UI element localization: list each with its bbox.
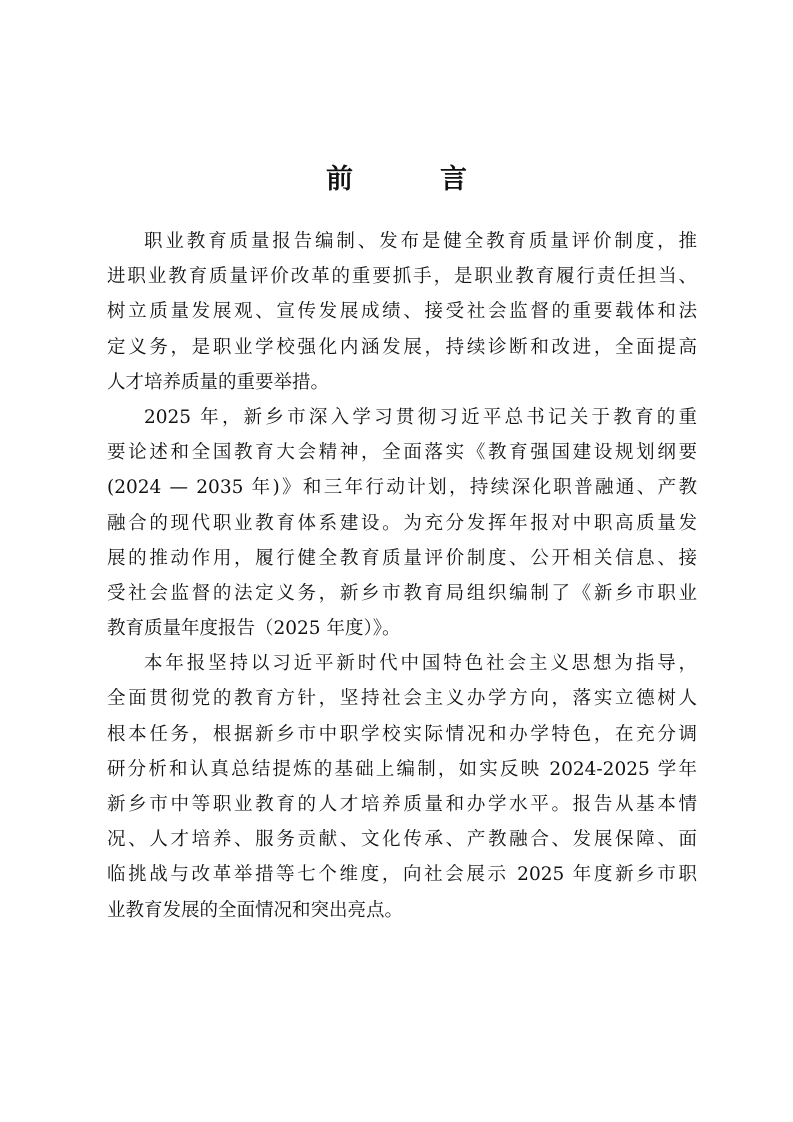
text-line: 根本任务，根据新乡市中职学校实际情况和办学特色，在充分调 (107, 723, 697, 745)
text-line: 要论述和全国教育大会精神，全面落实《教育强国建设规划纲要 (107, 442, 697, 464)
text-line: (2024 — 2035 年)》和三年行动计划，持续深化职普融通、产教 (107, 477, 697, 499)
text-line: 本年报坚持以习近平新时代中国特色社会主义思想为指导， (144, 653, 697, 675)
paragraph-1 (107, 224, 697, 400)
text-line: 进职业教育质量评价改革的重要抓手，是职业教育履行责任担当、 (107, 266, 697, 288)
text-line: 受社会监督的法定义务，新乡市教育局组织编制了《新乡市职业 (107, 582, 697, 604)
text-line: 职业教育质量报告编制、发布是健全教育质量评价制度，推 (144, 231, 697, 252)
text-line: 新乡市中等职业教育的人才培养质量和办学水平。报告从基本情 (107, 794, 697, 815)
text-line: 研分析和认真总结提炼的基础上编制，如实反映 2024-2025 学年 (107, 758, 697, 780)
text-line: 树立质量发展观、宣传发展成绩、接受社会监督的重要载体和法 (107, 301, 697, 323)
text-line: 人才培养质量的重要举措。 (107, 371, 330, 393)
text-line: 业教育发展的全面情况和突出亮点。 (107, 899, 404, 921)
text-line: 全面贯彻党的教育方针，坚持社会主义办学方向，落实立德树人 (107, 688, 697, 710)
page-title: 前 言 (326, 164, 497, 196)
text-line: 教育质量年度报告（2025 年度）》。 (107, 618, 401, 640)
body-text (107, 224, 697, 928)
text-line: 况、人才培养、服务贡献、文化传承、产教融合、发展保障、面 (107, 829, 697, 851)
text-line: 展的推动作用，履行健全教育质量评价制度、公开相关信息、接 (107, 547, 697, 569)
paragraph-3 (107, 646, 697, 928)
text-line: 定义务，是职业学校强化内涵发展，持续诊断和改进，全面提高 (107, 336, 697, 358)
text-line: 2025 年，新乡市深入学习贯彻习近平总书记关于教育的重 (144, 406, 697, 428)
paragraph-2 (107, 400, 697, 646)
text-line: 融合的现代职业教育体系建设。为充分发挥年报对中职高质量发 (107, 512, 697, 534)
text-line: 临挑战与改革举措等七个维度，向社会展示 2025 年度新乡市职 (107, 864, 697, 886)
